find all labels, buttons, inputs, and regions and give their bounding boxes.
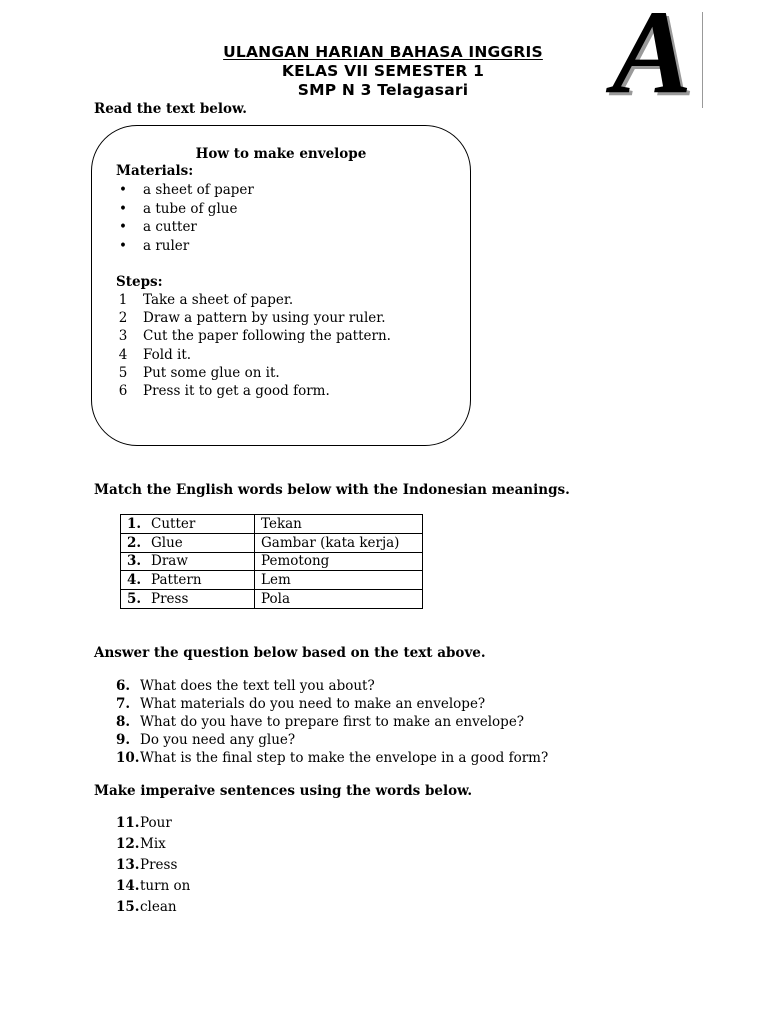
questions-instruction: Answer the question below based on the text above. bbox=[94, 645, 486, 661]
grade-letter: A bbox=[611, 0, 693, 118]
header-school: SMP N 3 Telagasari bbox=[297, 81, 469, 99]
reading-title: How to make envelope bbox=[195, 146, 367, 162]
steps-label: Steps: bbox=[116, 274, 163, 290]
header-class: KELAS VII SEMESTER 1 bbox=[281, 62, 485, 80]
matching-instruction: Match the English words below with the Indonesian meanings. bbox=[94, 482, 570, 498]
table-row: 5. Press Pola bbox=[121, 590, 423, 609]
reading-instruction: Read the text below. bbox=[94, 101, 247, 117]
header-title: ULANGAN HARIAN BAHASA INGGRIS bbox=[223, 43, 543, 61]
vocabulary-table bbox=[120, 514, 423, 609]
worksheet-header bbox=[150, 43, 616, 100]
materials-label: Materials: bbox=[116, 163, 194, 179]
table-row: 3. Draw Pemotong bbox=[121, 552, 423, 571]
table-row: 1. Cutter Tekan bbox=[121, 515, 423, 534]
table-row: 4. Pattern Lem bbox=[121, 571, 423, 590]
table-row: 2. Glue Gambar (kata kerja) bbox=[121, 533, 423, 552]
imperative-instruction: Make imperaive sentences using the words below. bbox=[94, 783, 473, 799]
